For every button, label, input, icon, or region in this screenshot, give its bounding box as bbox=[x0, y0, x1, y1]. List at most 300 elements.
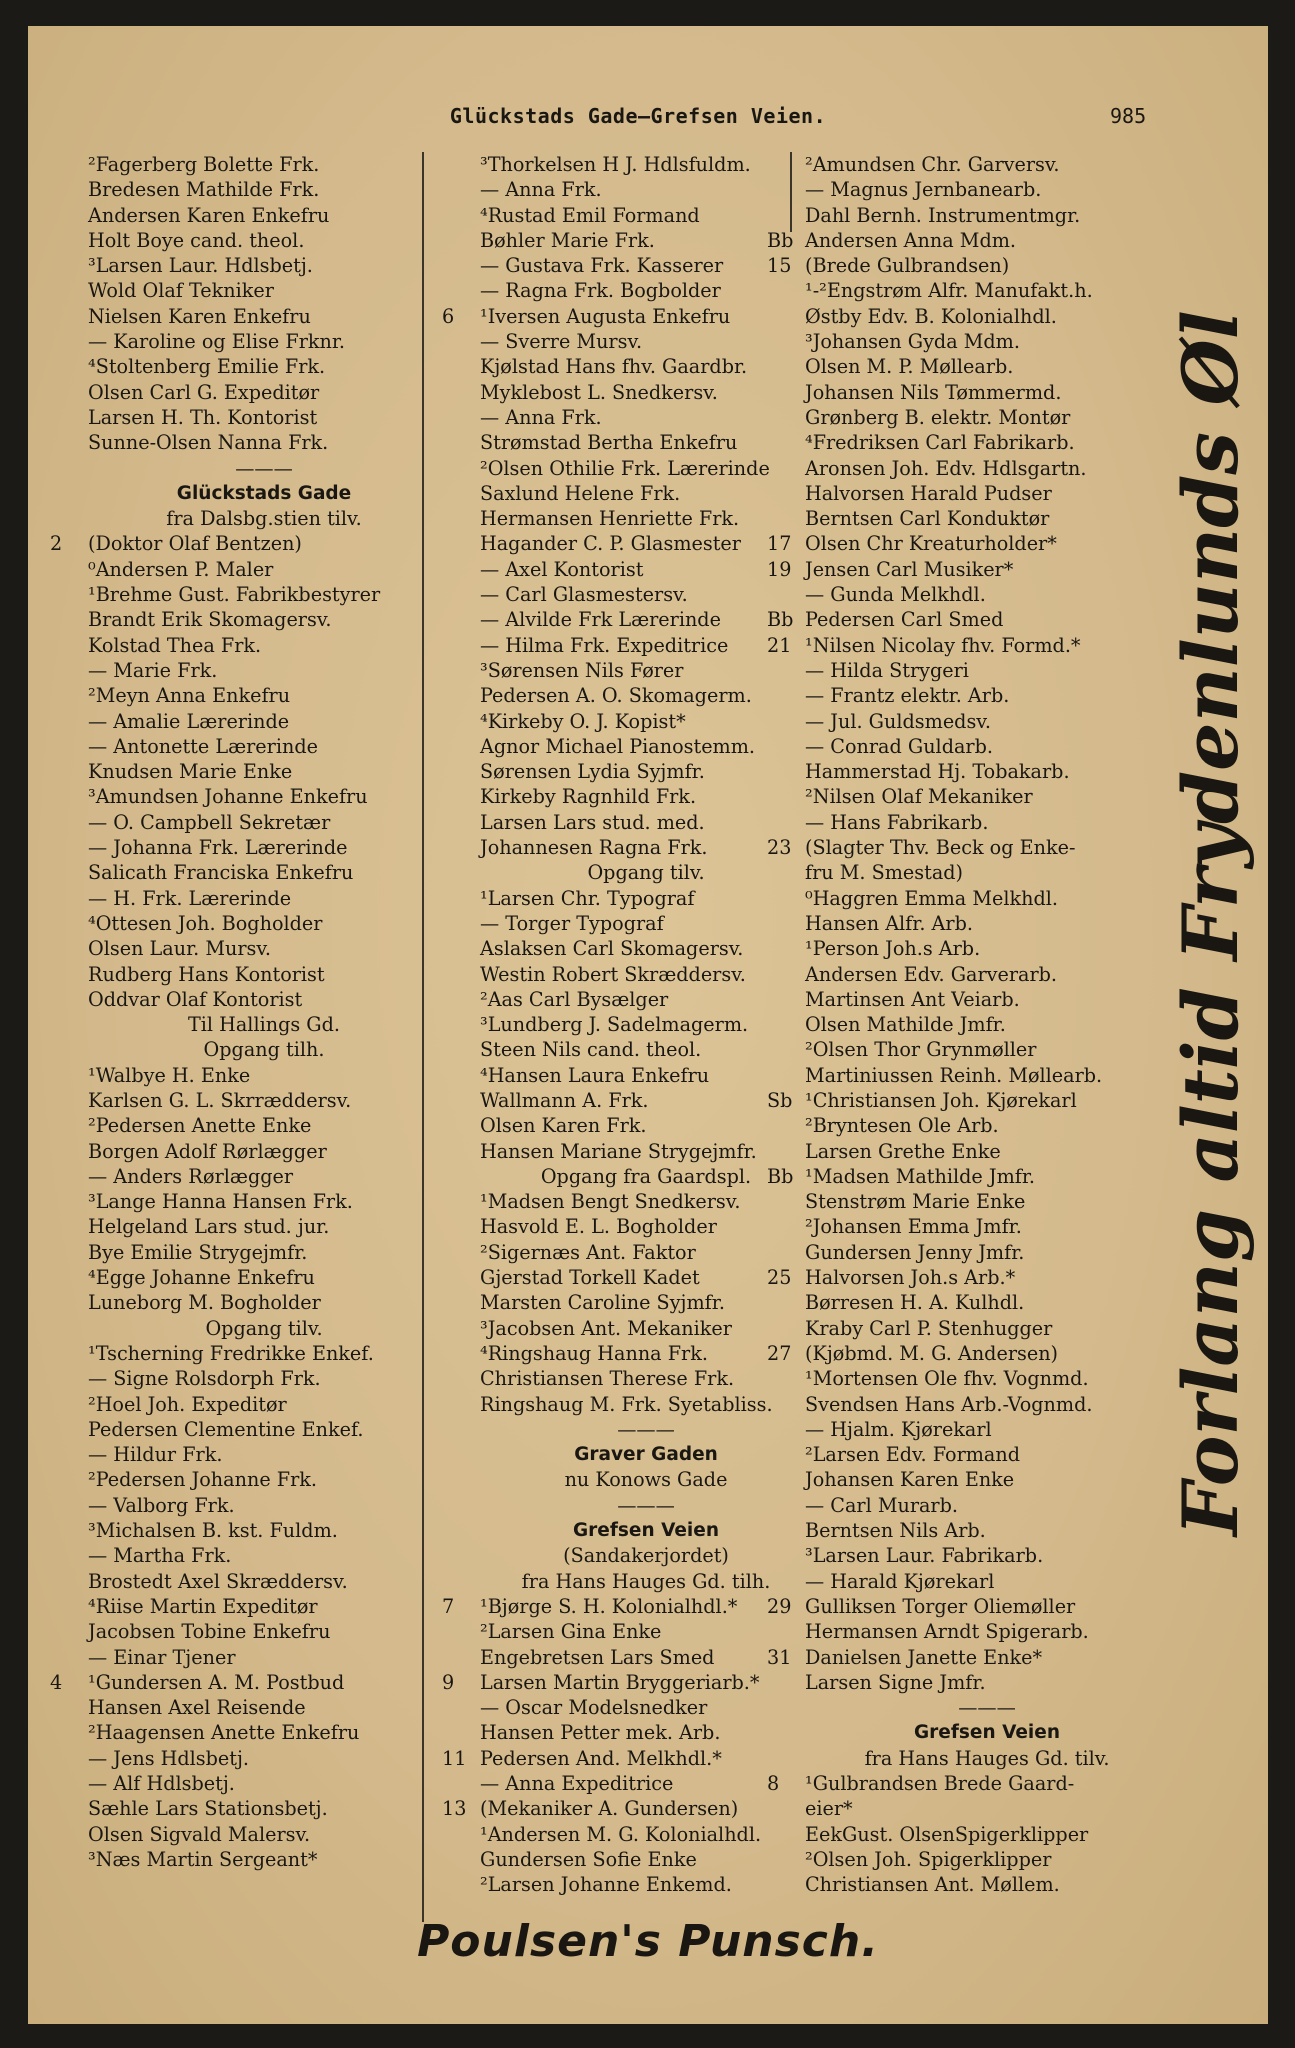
resident-entry: Andersen Karen Enkefru bbox=[88, 203, 330, 227]
resident-entry: (Slagter Thv. Beck og Enke- bbox=[805, 836, 1076, 860]
directory-entry bbox=[466, 886, 826, 911]
resident-entry: ³Michalsen B. kst. Fuldm. bbox=[88, 1519, 338, 1543]
directory-entry bbox=[74, 1594, 454, 1619]
resident-entry: — Harald Kjørekarl bbox=[805, 1569, 995, 1593]
house-number: 23 bbox=[767, 836, 792, 860]
resident-entry: — Anna Frk. bbox=[480, 405, 602, 429]
resident-entry: ³Lundberg J. Sadelmagerm. bbox=[480, 1013, 749, 1037]
directory-entry bbox=[74, 380, 454, 405]
resident-entry: Olsen Chr Kreaturholder* bbox=[805, 532, 1057, 556]
directory-entry bbox=[74, 1366, 454, 1391]
directory-entry bbox=[466, 962, 826, 987]
resident-entry: Christiansen Therese Frk. bbox=[480, 1367, 735, 1391]
resident-entry: Helgeland Lars stud. jur. bbox=[88, 1215, 330, 1239]
resident-entry: Hermansen Henriette Frk. bbox=[480, 507, 740, 531]
directory-entry bbox=[791, 1037, 1183, 1062]
directory-entry bbox=[791, 152, 1183, 177]
resident-entry: Stenstrøm Marie Enke bbox=[805, 1190, 1026, 1214]
directory-entry bbox=[791, 481, 1183, 506]
directory-entry bbox=[466, 1113, 826, 1138]
resident-entry: Hasvold E. L. Bogholder bbox=[480, 1215, 717, 1239]
resident-entry: Hansen Axel Reisende bbox=[88, 1696, 306, 1720]
directory-entry bbox=[74, 911, 454, 936]
directory-entry bbox=[74, 1088, 454, 1113]
directory-entry bbox=[791, 1417, 1183, 1442]
directory-entry bbox=[791, 860, 1183, 885]
house-number: 13 bbox=[442, 1797, 467, 1821]
directory-entry bbox=[74, 835, 454, 860]
resident-entry: ⁴Ottesen Joh. Bogholder bbox=[88, 911, 323, 935]
directory-entry bbox=[791, 962, 1183, 987]
resident-entry: ¹-²Engstrøm Alfr. Manufakt.h. bbox=[805, 279, 1093, 303]
directory-entry bbox=[74, 304, 454, 329]
column-2 bbox=[442, 152, 826, 1897]
directory-entry bbox=[466, 1012, 826, 1037]
resident-entry: ²Larsen Edv. Formand bbox=[805, 1443, 1021, 1467]
directory-entry bbox=[74, 1113, 454, 1138]
directory-entry bbox=[466, 1720, 826, 1745]
directory-entry bbox=[74, 1164, 454, 1189]
resident-entry: Larsen Grethe Enke bbox=[805, 1139, 1001, 1163]
page-title: Glückstads Gade—Grefsen Veien. bbox=[449, 104, 827, 128]
directory-entry bbox=[74, 203, 454, 228]
house-number: Bb bbox=[767, 1164, 794, 1188]
directory-entry bbox=[466, 1366, 826, 1391]
directory-entry bbox=[74, 1063, 454, 1088]
resident-entry: Rudberg Hans Kontorist bbox=[88, 962, 325, 986]
centered-note: Opgang tilv. bbox=[205, 1316, 323, 1340]
directory-entry bbox=[466, 1290, 826, 1315]
resident-entry: Wold Olaf Tekniker bbox=[88, 279, 274, 303]
directory-entry bbox=[74, 1569, 454, 1594]
directory-entry bbox=[74, 354, 454, 379]
directory-entry bbox=[74, 1392, 454, 1417]
directory-entry bbox=[791, 683, 1183, 708]
resident-entry: Gundersen Sofie Enke bbox=[480, 1847, 697, 1871]
resident-entry: Danielsen Janette Enke* bbox=[805, 1645, 1043, 1669]
directory-entry bbox=[791, 430, 1183, 455]
resident-entry: ²Haagensen Anette Enkefru bbox=[88, 1721, 360, 1745]
resident-entry: (Brede Gulbrandsen) bbox=[805, 254, 1010, 278]
resident-entry: ³Amundsen Johanne Enkefru bbox=[88, 785, 368, 809]
directory-entry bbox=[74, 759, 454, 784]
resident-entry: EekGust. OlsenSpigerklipper bbox=[805, 1822, 1089, 1846]
resident-entry: Martiniussen Reinh. Møllearb. bbox=[805, 1063, 1103, 1087]
resident-entry: Marsten Caroline Syjmfr. bbox=[480, 1291, 725, 1315]
resident-entry: ²Fagerberg Bolette Frk. bbox=[88, 153, 320, 176]
directory-entry bbox=[791, 1847, 1183, 1872]
directory-entry bbox=[74, 860, 454, 885]
resident-entry: Børresen H. A. Kulhdl. bbox=[805, 1291, 1025, 1315]
resident-entry: Svendsen Hans Arb.-Vognmd. bbox=[805, 1392, 1093, 1416]
directory-entry bbox=[767, 557, 1183, 582]
resident-entry: ²Meyn Anna Enkefru bbox=[88, 684, 291, 708]
resident-entry: Luneborg M. Bogholder bbox=[88, 1291, 321, 1315]
directory-entry bbox=[791, 1189, 1183, 1214]
directory-entry bbox=[791, 380, 1183, 405]
resident-entry: ¹Walbye H. Enke bbox=[88, 1063, 251, 1087]
resident-entry: Larsen Lars stud. med. bbox=[480, 810, 705, 834]
directory-entry bbox=[791, 177, 1183, 202]
directory-entry bbox=[50, 531, 454, 556]
resident-entry: Berntsen Nils Arb. bbox=[805, 1519, 986, 1543]
resident-entry: Jacobsen Tobine Enkefru bbox=[88, 1620, 331, 1644]
resident-entry: Andersen Anna Mdm. bbox=[805, 228, 1017, 252]
resident-entry: ³Jacobsen Ant. Mekaniker bbox=[480, 1316, 732, 1340]
resident-entry: ⁴Rustad Emil Formand bbox=[480, 203, 700, 227]
resident-entry: — Hildur Frk. bbox=[88, 1443, 223, 1467]
resident-entry: Strømstad Bertha Enkefru bbox=[480, 431, 738, 455]
resident-entry: Pedersen Clementine Enkef. bbox=[88, 1417, 364, 1441]
house-number: 7 bbox=[442, 1594, 455, 1618]
resident-entry: ¹Brehme Gust. Fabrikbestyrer bbox=[88, 583, 381, 607]
directory-entry bbox=[74, 557, 454, 582]
directory-entry bbox=[74, 228, 454, 253]
resident-entry: — Gunda Melkhdl. bbox=[805, 583, 986, 607]
resident-entry: Olsen M. P. Møllearb. bbox=[805, 355, 1014, 379]
resident-entry: — Valborg Frk. bbox=[88, 1493, 235, 1517]
side-advert bbox=[1163, 310, 1258, 1536]
directory-entry bbox=[791, 1822, 1183, 1847]
directory-entry bbox=[791, 456, 1183, 481]
directory-entry bbox=[466, 911, 826, 936]
resident-entry: — O. Campbell Sekretær bbox=[88, 810, 331, 834]
resident-entry: Saxlund Helene Frk. bbox=[480, 481, 681, 505]
house-number: 11 bbox=[442, 1746, 467, 1770]
resident-entry: Karlsen G. L. Skrræddersv. bbox=[88, 1088, 352, 1112]
directory-entry bbox=[791, 911, 1183, 936]
resident-entry: ³Larsen Laur. Hdlsbetj. bbox=[88, 254, 313, 278]
directory-entry bbox=[74, 1493, 454, 1518]
resident-entry: ²Johansen Emma Jmfr. bbox=[805, 1215, 1022, 1239]
resident-entry: Hagander C. P. Glasmester bbox=[480, 532, 741, 556]
resident-entry: Larsen Martin Bryggeriarb.* bbox=[480, 1670, 760, 1694]
directory-entry bbox=[767, 1594, 1183, 1619]
directory-entry bbox=[74, 734, 454, 759]
resident-entry: — Sverre Mursv. bbox=[480, 330, 643, 354]
directory-entry bbox=[466, 1037, 826, 1062]
street-heading: Graver Gaden bbox=[574, 1444, 718, 1466]
resident-entry: ⁴Stoltenberg Emilie Frk. bbox=[88, 355, 326, 379]
directory-entry bbox=[791, 1063, 1183, 1088]
directory-entry bbox=[791, 1493, 1183, 1518]
section-separator: ——— bbox=[617, 1417, 675, 1441]
resident-entry: ³Sørensen Nils Fører bbox=[480, 658, 684, 682]
resident-entry: — Martha Frk. bbox=[88, 1544, 232, 1568]
resident-entry: — Oscar Modelsnedker bbox=[480, 1696, 708, 1720]
house-number: Bb bbox=[767, 228, 794, 252]
directory-entry bbox=[442, 1796, 826, 1821]
directory-entry bbox=[74, 1290, 454, 1315]
resident-entry: Brandt Erik Skomagersv. bbox=[88, 608, 332, 632]
resident-entry: Hansen Petter mek. Arb. bbox=[480, 1721, 721, 1745]
resident-entry: Sunne-Olsen Nanna Frk. bbox=[88, 431, 329, 455]
street-heading: Grefsen Veien bbox=[573, 1520, 719, 1542]
column-3 bbox=[767, 152, 1183, 1897]
directory-entry bbox=[466, 759, 826, 784]
directory-entry bbox=[466, 278, 826, 303]
directory-entry bbox=[791, 1670, 1183, 1695]
directory-entry bbox=[466, 1214, 826, 1239]
directory-entry bbox=[791, 810, 1183, 835]
resident-entry: — Anna Expeditrice bbox=[480, 1772, 674, 1795]
resident-entry: ¹Mortensen Ole fhv. Vognmd. bbox=[805, 1367, 1089, 1391]
house-number: 4 bbox=[50, 1670, 63, 1694]
directory-entry bbox=[442, 1746, 826, 1771]
directory-entry bbox=[466, 380, 826, 405]
resident-entry: — Anna Frk. bbox=[480, 178, 602, 202]
directory-entry bbox=[74, 1467, 454, 1492]
resident-entry: Knudsen Marie Enke bbox=[88, 760, 293, 784]
resident-entry: — Antonette Lærerinde bbox=[88, 734, 318, 758]
resident-entry: — Hilma Frk. Expeditrice bbox=[480, 633, 729, 657]
resident-entry: ⁴Ringshaug Hanna Frk. bbox=[480, 1341, 708, 1365]
resident-entry: ²Larsen Gina Enke bbox=[480, 1620, 662, 1644]
resident-entry: ²Bryntesen Ole Arb. bbox=[805, 1114, 999, 1138]
resident-entry: — Torger Typograf bbox=[480, 911, 664, 935]
directory-entry bbox=[791, 1392, 1183, 1417]
resident-entry: — Alvilde Frk Lærerinde bbox=[480, 608, 721, 632]
resident-entry: Larsen Signe Jmfr. bbox=[805, 1670, 986, 1694]
directory-entry bbox=[466, 203, 826, 228]
resident-entry: ³Næs Martin Sergeant* bbox=[88, 1847, 318, 1871]
resident-entry: ²Aas Carl Bysælger bbox=[480, 987, 669, 1011]
resident-entry: Wallmann A. Frk. bbox=[480, 1088, 649, 1112]
directory-entry bbox=[791, 987, 1183, 1012]
directory-entry bbox=[74, 1720, 454, 1745]
centered-note: Opgang fra Gaardspl. bbox=[540, 1164, 752, 1188]
directory-entry bbox=[791, 354, 1183, 379]
resident-entry: — Hjalm. Kjørekarl bbox=[805, 1417, 992, 1441]
resident-entry: Jensen Carl Musiker* bbox=[805, 557, 1014, 581]
directory-entry bbox=[791, 1113, 1183, 1138]
side-advert-text: Forlang altid Frydenlunds Øl bbox=[1166, 310, 1255, 1536]
resident-entry: Olsen Karen Frk. bbox=[480, 1114, 647, 1138]
directory-entry bbox=[466, 152, 826, 177]
directory-entry bbox=[791, 759, 1183, 784]
directory-entry bbox=[74, 329, 454, 354]
resident-entry: ²Larsen Johanne Enkemd. bbox=[480, 1873, 732, 1897]
resident-entry: ⁴Fredriksen Carl Fabrikarb. bbox=[805, 431, 1075, 455]
directory-entry bbox=[466, 734, 826, 759]
resident-entry: Johannesen Ragna Frk. bbox=[480, 836, 708, 860]
resident-entry: — Hilda Strygeri bbox=[805, 658, 969, 682]
house-number: 27 bbox=[767, 1341, 792, 1365]
directory-entry bbox=[466, 1822, 826, 1847]
directory-entry bbox=[74, 1543, 454, 1568]
resident-entry: — Carl Murarb. bbox=[805, 1493, 958, 1517]
directory-entry bbox=[466, 1392, 826, 1417]
resident-entry: Olsen Mathilde Jmfr. bbox=[805, 1013, 1006, 1037]
resident-entry: ¹Christiansen Joh. Kjørekarl bbox=[805, 1088, 1077, 1112]
directory-entry bbox=[74, 1265, 454, 1290]
resident-entry: — Frantz elektr. Arb. bbox=[805, 684, 1010, 708]
directory-entry bbox=[74, 1442, 454, 1467]
house-number: 9 bbox=[442, 1670, 455, 1694]
directory-entry bbox=[791, 1569, 1183, 1594]
directory-entry bbox=[74, 1240, 454, 1265]
directory-entry bbox=[74, 1417, 454, 1442]
directory-entry bbox=[466, 1189, 826, 1214]
house-number: 15 bbox=[767, 254, 792, 278]
directory-entry bbox=[466, 936, 826, 961]
directory-entry bbox=[74, 936, 454, 961]
house-number: 25 bbox=[767, 1266, 792, 1290]
centered-note: Opgang tilv. bbox=[587, 861, 705, 885]
section-separator: ——— bbox=[958, 1696, 1016, 1720]
resident-entry: Oddvar Olaf Kontorist bbox=[88, 987, 303, 1011]
directory-entry bbox=[466, 481, 826, 506]
centered-note: (Sandakerjordet) bbox=[563, 1544, 729, 1568]
resident-entry: ⁴Riise Martin Expeditør bbox=[88, 1594, 318, 1618]
directory-entry bbox=[74, 658, 454, 683]
house-number: 17 bbox=[767, 532, 792, 556]
directory-entry bbox=[466, 1847, 826, 1872]
directory-entry bbox=[466, 1063, 826, 1088]
resident-entry: Larsen H. Th. Kontorist bbox=[88, 405, 318, 429]
resident-entry: (Mekaniker A. Gundersen) bbox=[480, 1797, 739, 1821]
directory-entry bbox=[466, 329, 826, 354]
directory-entry bbox=[791, 1467, 1183, 1492]
resident-entry: Olsen Sigvald Malersv. bbox=[88, 1822, 311, 1846]
centered-note: Til Hallings Gd. bbox=[187, 1013, 341, 1037]
resident-entry: — Jul. Guldsmedsv. bbox=[805, 709, 991, 733]
directory-entry bbox=[791, 658, 1183, 683]
centered-note: fra Dalsbg.stien tilv. bbox=[166, 507, 362, 531]
house-number: 31 bbox=[767, 1645, 792, 1669]
directory-entry bbox=[767, 1771, 1183, 1796]
footer-advert: Poulsen's Punsch. bbox=[417, 1916, 879, 1967]
directory-entry bbox=[466, 1316, 826, 1341]
resident-entry: eier* bbox=[805, 1797, 853, 1821]
directory-entry bbox=[466, 987, 826, 1012]
directory-entry bbox=[74, 784, 454, 809]
resident-entry: — Conrad Guldarb. bbox=[805, 734, 993, 758]
directory-entry bbox=[466, 506, 826, 531]
directory-entry bbox=[74, 1695, 454, 1720]
resident-entry: — Johanna Frk. Lærerinde bbox=[88, 836, 348, 860]
resident-entry: ³Larsen Laur. Fabrikarb. bbox=[805, 1544, 1044, 1568]
directory-entry bbox=[466, 709, 826, 734]
resident-entry: ¹Madsen Mathilde Jmfr. bbox=[805, 1164, 1036, 1188]
directory-entry bbox=[466, 405, 826, 430]
centered-note: nu Konows Gade bbox=[564, 1468, 728, 1492]
resident-entry: Sørensen Lydia Syjmfr. bbox=[480, 760, 705, 784]
directory-entry bbox=[74, 152, 454, 177]
street-heading: Glückstads Gade bbox=[176, 482, 352, 504]
resident-entry: Steen Nils cand. theol. bbox=[480, 1038, 702, 1062]
directory-entry bbox=[767, 531, 1183, 556]
directory-entry bbox=[767, 1164, 1183, 1189]
resident-entry: ¹Gulbrandsen Brede Gaard- bbox=[805, 1772, 1075, 1795]
directory-entry bbox=[767, 1645, 1183, 1670]
directory-entry bbox=[466, 177, 826, 202]
resident-entry: ⁴Kirkeby O. J. Kopist* bbox=[480, 709, 686, 733]
resident-entry: ¹Andersen M. G. Kolonialhdl. bbox=[480, 1822, 762, 1846]
resident-entry: ¹Tscherning Fredrikke Enkef. bbox=[88, 1341, 374, 1365]
directory-entry bbox=[466, 1619, 826, 1644]
directory-entry bbox=[466, 784, 826, 809]
directory-entry bbox=[74, 1771, 454, 1796]
resident-entry: Aslaksen Carl Skomagersv. bbox=[480, 937, 744, 961]
directory-entry bbox=[767, 633, 1183, 658]
directory-entry bbox=[74, 1214, 454, 1239]
resident-entry: — Amalie Lærerinde bbox=[88, 709, 290, 733]
directory-entry bbox=[791, 1316, 1183, 1341]
directory-entry bbox=[74, 253, 454, 278]
directory-entry bbox=[74, 607, 454, 632]
resident-entry: — Einar Tjener bbox=[88, 1645, 236, 1669]
resident-entry: Gundersen Jenny Jmfr. bbox=[805, 1240, 1025, 1264]
directory-entry bbox=[791, 1214, 1183, 1239]
directory-entry bbox=[791, 304, 1183, 329]
directory-entry bbox=[74, 177, 454, 202]
directory-entry bbox=[466, 430, 826, 455]
resident-entry: Nielsen Karen Enkefru bbox=[88, 304, 311, 328]
street-heading: Grefsen Veien bbox=[914, 1722, 1060, 1744]
directory-entry bbox=[74, 1645, 454, 1670]
directory-entry bbox=[791, 1543, 1183, 1568]
directory-entry bbox=[791, 582, 1183, 607]
directory-entry bbox=[74, 1341, 454, 1366]
directory-entry bbox=[466, 810, 826, 835]
resident-entry: ⁰Haggren Emma Melkhdl. bbox=[805, 886, 1058, 910]
resident-entry: — Magnus Jernbanearb. bbox=[805, 178, 1042, 202]
page-number: 985 bbox=[1110, 104, 1147, 128]
directory-entry bbox=[74, 709, 454, 734]
directory-entry bbox=[767, 1341, 1183, 1366]
directory-entry bbox=[466, 1240, 826, 1265]
resident-entry: — Hans Fabrikarb. bbox=[805, 810, 989, 834]
resident-entry: Westin Robert Skræddersv. bbox=[480, 962, 746, 986]
directory-entry bbox=[791, 936, 1183, 961]
directory-entry bbox=[791, 709, 1183, 734]
centered-note: fra Hans Hauges Gd. tilv. bbox=[864, 1746, 1110, 1770]
centered-note: fra Hans Hauges Gd. tilh. bbox=[521, 1569, 771, 1593]
resident-entry: ³Lange Hanna Hansen Frk. bbox=[88, 1190, 353, 1214]
resident-entry: Dahl Bernh. Instrumentmgr. bbox=[805, 203, 1081, 227]
resident-entry: Bye Emilie Strygejmfr. bbox=[88, 1240, 308, 1264]
directory-entry bbox=[74, 430, 454, 455]
resident-entry: ³Johansen Gyda Mdm. bbox=[805, 330, 1020, 354]
directory-entry bbox=[791, 886, 1183, 911]
resident-entry: — Marie Frk. bbox=[88, 658, 218, 682]
resident-entry: ⁴Egge Johanne Enkefru bbox=[88, 1266, 315, 1290]
directory-entry bbox=[74, 1139, 454, 1164]
house-number: 8 bbox=[767, 1772, 780, 1795]
resident-entry: Bredesen Mathilde Frk. bbox=[88, 178, 320, 202]
directory-entry bbox=[74, 987, 454, 1012]
directory-entry bbox=[74, 1189, 454, 1214]
directory-entry bbox=[74, 1619, 454, 1644]
resident-entry: ²Nilsen Olaf Mekaniker bbox=[805, 785, 1033, 809]
directory-entry bbox=[791, 1240, 1183, 1265]
resident-entry: (Kjøbmd. M. G. Andersen) bbox=[805, 1341, 1059, 1365]
resident-entry: — Gustava Frk. Kasserer bbox=[480, 254, 724, 278]
resident-entry: ²Olsen Joh. Spigerklipper bbox=[805, 1847, 1052, 1871]
resident-entry: ¹Larsen Chr. Typograf bbox=[480, 886, 695, 910]
directory-entry bbox=[767, 253, 1183, 278]
resident-entry: Hansen Alfr. Arb. bbox=[805, 911, 973, 935]
directory-entry bbox=[74, 405, 454, 430]
directory-entry bbox=[74, 633, 454, 658]
directory-entry bbox=[466, 354, 826, 379]
directory-entry bbox=[791, 1872, 1183, 1897]
house-number: Bb bbox=[767, 608, 794, 632]
resident-entry: Holt Boye cand. theol. bbox=[88, 228, 305, 252]
resident-entry: Kolstad Thea Frk. bbox=[88, 633, 262, 657]
directory-entry bbox=[791, 1366, 1183, 1391]
